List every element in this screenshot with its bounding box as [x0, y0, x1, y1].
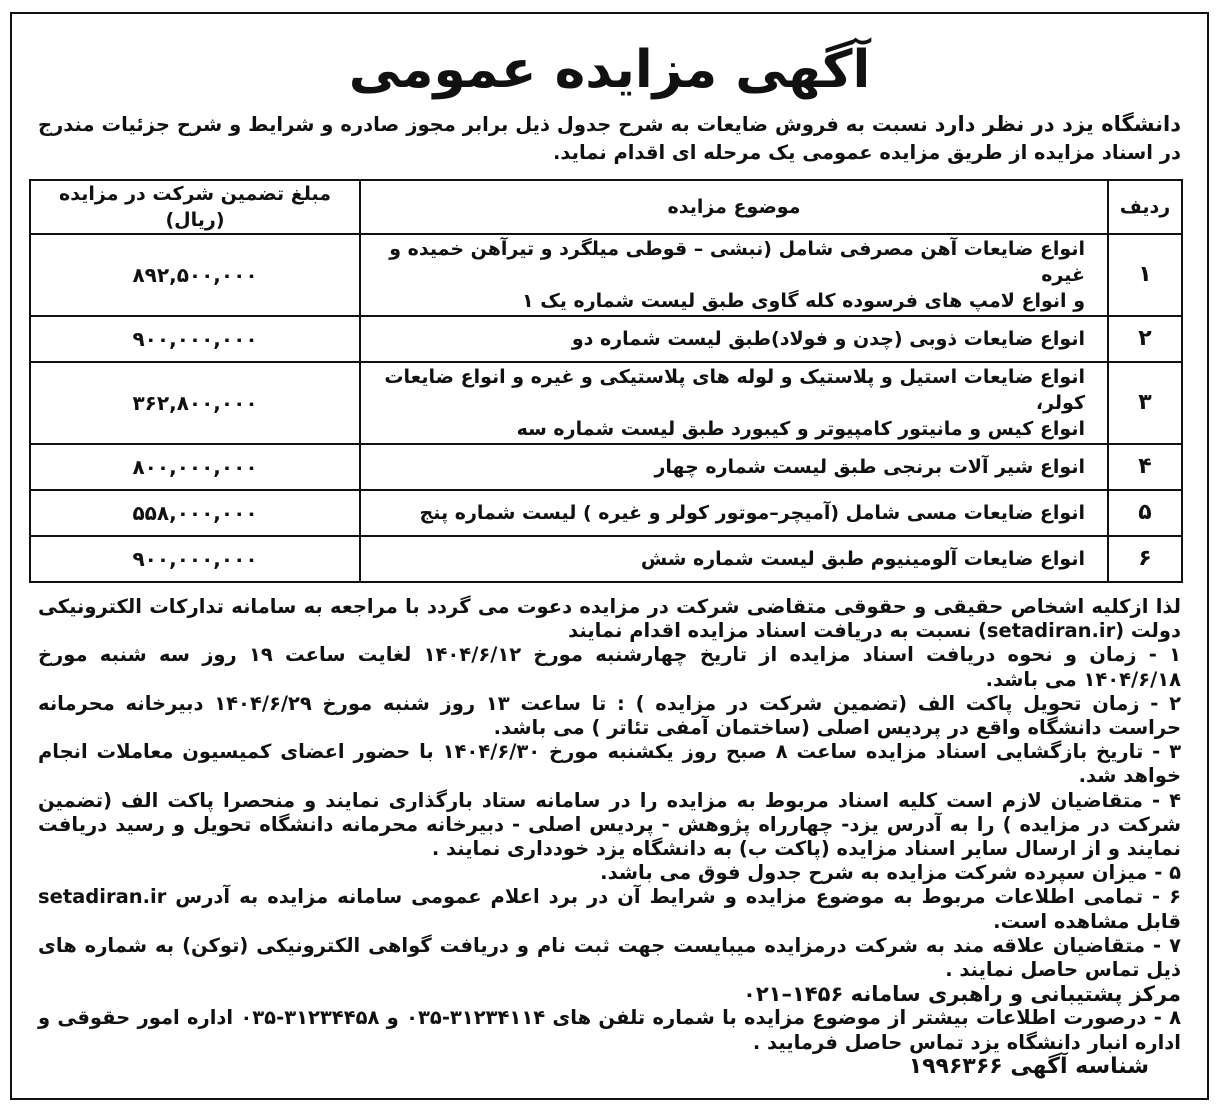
intro-text: نسبت به فروش ضایعات به شرح جدول ذیل برابر مجوز صادره و شرایط و شرح جزئیات مندرج در اسناد مزایده از طریق مزایده عمومی یک مرحله ای اقدام نماید.	[38, 113, 1181, 164]
condition-item: ۶ - تمامی اطلاعات مربوط به موضوع مزایده و شرایط آن در برد اعلام عمومی سامانه مزایده به آدرس setadiran.ir قابل مشاهده است.	[38, 885, 1181, 933]
row-amount: ۹۰۰,۰۰۰,۰۰۰	[30, 316, 360, 362]
auction-items-table	[29, 179, 1183, 583]
table-row	[30, 490, 1182, 536]
row-number: ۴	[1108, 444, 1182, 490]
table-row	[30, 444, 1182, 490]
header-row-number: ردیف	[1108, 180, 1182, 234]
condition-item: ۳ - تاریخ بازگشایی اسناد مزایده ساعت ۸ صبح روز یکشنبه مورخ ۱۴۰۴/۶/۳۰ با حضور اعضای کمیسیون معاملات انجام خواهد شد.	[38, 740, 1182, 788]
row-subject-line: انواع ضایعات ذوبی (چدن و فولاد)طبق لیست شماره دو	[571, 328, 1085, 350]
notice-conditions	[38, 595, 1181, 1079]
row-number: ۱	[1108, 234, 1182, 316]
condition-item: ۸ - درصورت اطلاعات بیشتر از موضوع مزایده با شماره تلفن های ۳۱۲۳۴۱۱۴-۰۳۵ و ۳۱۲۳۴۴۵۸-۰۳۵ اداره امور حقوقی و اداره انبار دانشگاه یزد تماس حاصل فرمایید .	[38, 1006, 1182, 1054]
row-subject-line: انواع ضایعات استیل و پلاستیک و لوله های پلاستیکی و غیره و انواع ضایعات کولر،	[384, 366, 1085, 414]
table-row	[30, 362, 1182, 444]
intro-organization: دانشگاه یزد در نظر دارد	[934, 112, 1181, 136]
row-number: ۵	[1108, 490, 1182, 536]
row-amount: ۵۵۸,۰۰۰,۰۰۰	[30, 490, 360, 536]
header-amount: مبلغ تضمین شرکت در مزایده (ریال)	[30, 180, 360, 234]
row-number: ۳	[1108, 362, 1182, 444]
row-subject-line: انواع شیر آلات برنجی طبق لیست شماره چهار	[654, 456, 1085, 478]
row-amount: ۸۰۰,۰۰۰,۰۰۰	[30, 444, 360, 490]
header-subject: موضوع مزایده	[360, 180, 1108, 234]
row-subject-line: انواع ضایعات مسی شامل (آمیچر–موتور کولر و غیره ) لیست شماره پنج	[419, 502, 1085, 524]
row-subject-line: انواع ضایعات آهن مصرفی شامل (نبشی – قوطی میلگرد و تیرآهن خمیده و غیره	[389, 238, 1085, 286]
row-subject-line: انواع کیس و مانیتور کامپیوتر و کیبورد طبق لیست شماره سه	[516, 418, 1085, 440]
table-header-row	[30, 180, 1182, 234]
row-subject	[360, 234, 1108, 316]
ad-identifier: شناسه آگهی ۱۹۹۶۳۶۶	[908, 1053, 1149, 1079]
row-subject	[360, 444, 1108, 490]
row-subject	[360, 362, 1108, 444]
row-subject	[360, 316, 1108, 362]
row-subject-line: و انواع لامپ های فرسوده کله گاوی طبق لیست شماره یک ۱	[522, 290, 1085, 312]
row-amount: ۳۶۲,۸۰۰,۰۰۰	[30, 362, 360, 444]
condition-item: ۱ - زمان و نحوه دریافت اسناد مزایده از تاریخ چهارشنبه مورخ ۱۴۰۴/۶/۱۲ لغایت ساعت ۱۹ روز سه شنبه مورخ ۱۴۰۴/۶/۱۸ می باشد.	[38, 643, 1181, 691]
table-row	[30, 316, 1182, 362]
row-number: ۶	[1108, 536, 1182, 582]
row-amount: ۹۰۰,۰۰۰,۰۰۰	[30, 536, 360, 582]
condition-item: ۵ - میزان سپرده شرکت مزایده به شرح جدول فوق می باشد.	[600, 861, 1181, 885]
condition-item: ۷ - متقاضیان علاقه مند به شرکت درمزایده میبایست جهت ثبت نام و دریافت گواهی الکترونیکی (توکن) به شماره های ذیل تماس حاصل نمایند .	[38, 933, 1181, 982]
table-row	[30, 536, 1182, 582]
row-number: ۲	[1108, 316, 1182, 362]
auction-notice	[10, 12, 1209, 1100]
support-center-line: مرکز پشتیبانی و راهبری سامانه ۱۴۵۶–۰۲۱	[743, 982, 1181, 1007]
condition-item: ۲ - زمان تحویل پاکت الف (تضمین شرکت در مزایده ) : تا ساعت ۱۳ روز شنبه مورخ ۱۴۰۴/۶/۲۹ دبیرخانه محرمانه حراست دانشگاه واقع در پردیس اصلی (ساختمان آمفی تئاتر ) می باشد.	[38, 691, 1181, 740]
notice-title: آگهی مزایده عمومی	[348, 40, 871, 100]
row-amount: ۸۹۲,۵۰۰,۰۰۰	[30, 234, 360, 316]
condition-item: ۴ - متقاضیان لازم است کلیه اسناد مربوط به مزایده را در سامانه ستاد بارگذاری نمایند و منحصرا پاکت الف (تضمین شرکت در مزایده ) را به آدرس یزد- چهارراه پژوهش - پردیس اصلی - دبیرخانه محرمانه دانشگاه تحویل و رسید دریافت نمایند و از ارسال سایر اسناد مزایده (پاکت ب) به دانشگاه یزد خودداری نمایند .	[38, 788, 1181, 861]
row-subject-line: انواع ضایعات آلومینیوم طبق لیست شماره شش	[640, 548, 1085, 570]
row-subject	[360, 536, 1108, 582]
intro-paragraph	[38, 110, 1181, 167]
row-subject	[360, 490, 1108, 536]
table-row	[30, 234, 1182, 316]
invitation-paragraph: لذا ازکلیه اشخاص حقیقی و حقوقی متقاضی شرکت در مزایده دعوت می گردد با مراجعه به سامانه تدارکات الکترونیکی دولت (setadiran.ir) نسبت به دریافت اسناد مزایده اقدام نمایند	[38, 595, 1181, 643]
